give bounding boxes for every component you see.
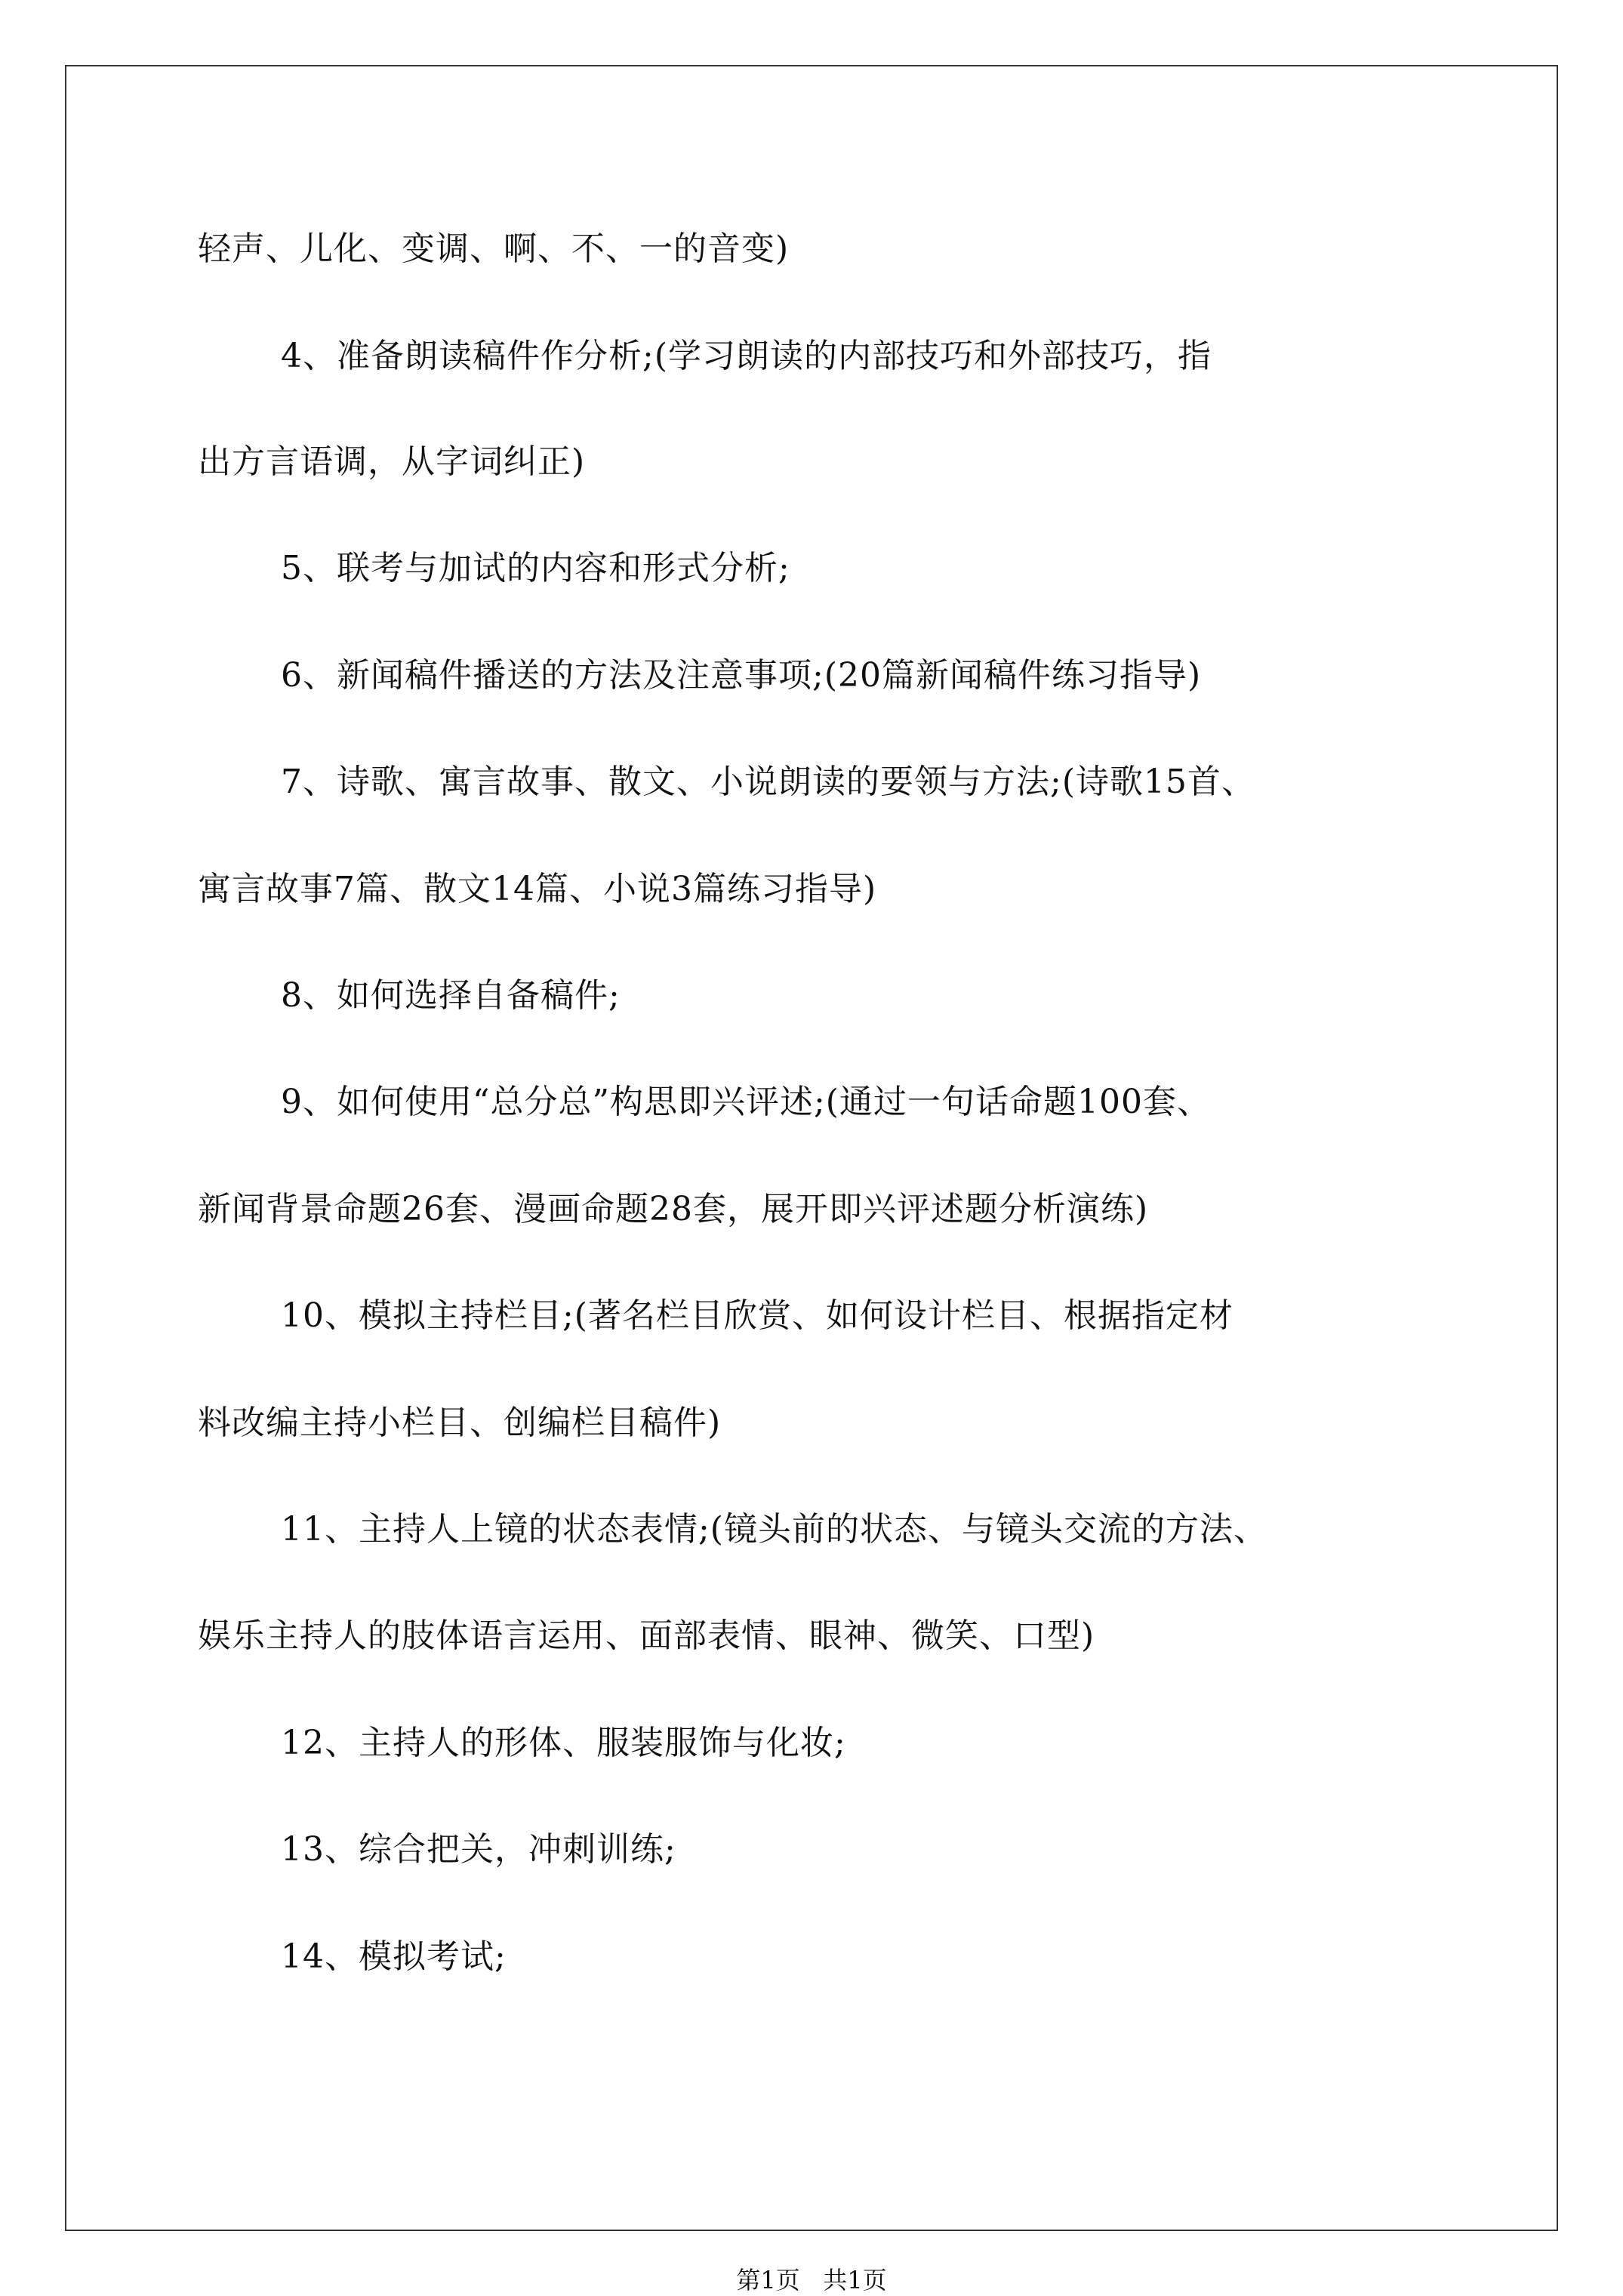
text-line-12: 料改编主持小栏目、创编栏目稿件): [198, 1404, 722, 1442]
text-line-8: 8、如何选择自备稿件;: [281, 976, 621, 1015]
text-line-11: 10、模拟主持栏目;(著名栏目欣赏、如何设计栏目、根据指定材: [281, 1296, 1233, 1335]
text-line-17: 14、模拟考试;: [281, 1937, 507, 1976]
text-line-13: 11、主持人上镜的状态表情;(镜头前的状态、与镜头交流的方法、: [281, 1510, 1267, 1549]
text-line-2: 4、准备朗读稿件作分析;(学习朗读的内部技巧和外部技巧，指: [281, 337, 1212, 375]
text-line-7: 寓言故事7篇、散文14篇、小说3篇练习指导): [198, 870, 877, 908]
page-border: [65, 65, 1558, 2231]
text-line-16: 13、综合把关，冲刺训练;: [281, 1830, 676, 1869]
text-line-3: 出方言语调，从字词纠正): [198, 442, 586, 481]
text-line-4: 5、联考与加试的内容和形式分析;: [281, 549, 790, 587]
text-line-14: 娱乐主持人的肢体语言运用、面部表情、眼神、微笑、口型): [198, 1616, 1095, 1655]
text-line-9: 9、如何使用“总分总”构思即兴评述;(通过一句话命题100套、: [281, 1083, 1211, 1121]
text-line-15: 12、主持人的形体、服装服饰与化妆;: [281, 1724, 846, 1762]
text-line-10: 新闻背景命题26套、漫画命题28套，展开即兴评述题分析演练): [198, 1190, 1149, 1228]
text-line-1: 轻声、儿化、变调、啊、不、一的音变): [198, 230, 790, 268]
text-line-5: 6、新闻稿件播送的方法及注意事项;(20篇新闻稿件练习指导): [281, 656, 1202, 695]
page-number-footer: 第1页 共1页: [736, 2266, 887, 2294]
text-line-6: 7、诗歌、寓言故事、散文、小说朗读的要领与方法;(诗歌15首、: [281, 763, 1255, 801]
